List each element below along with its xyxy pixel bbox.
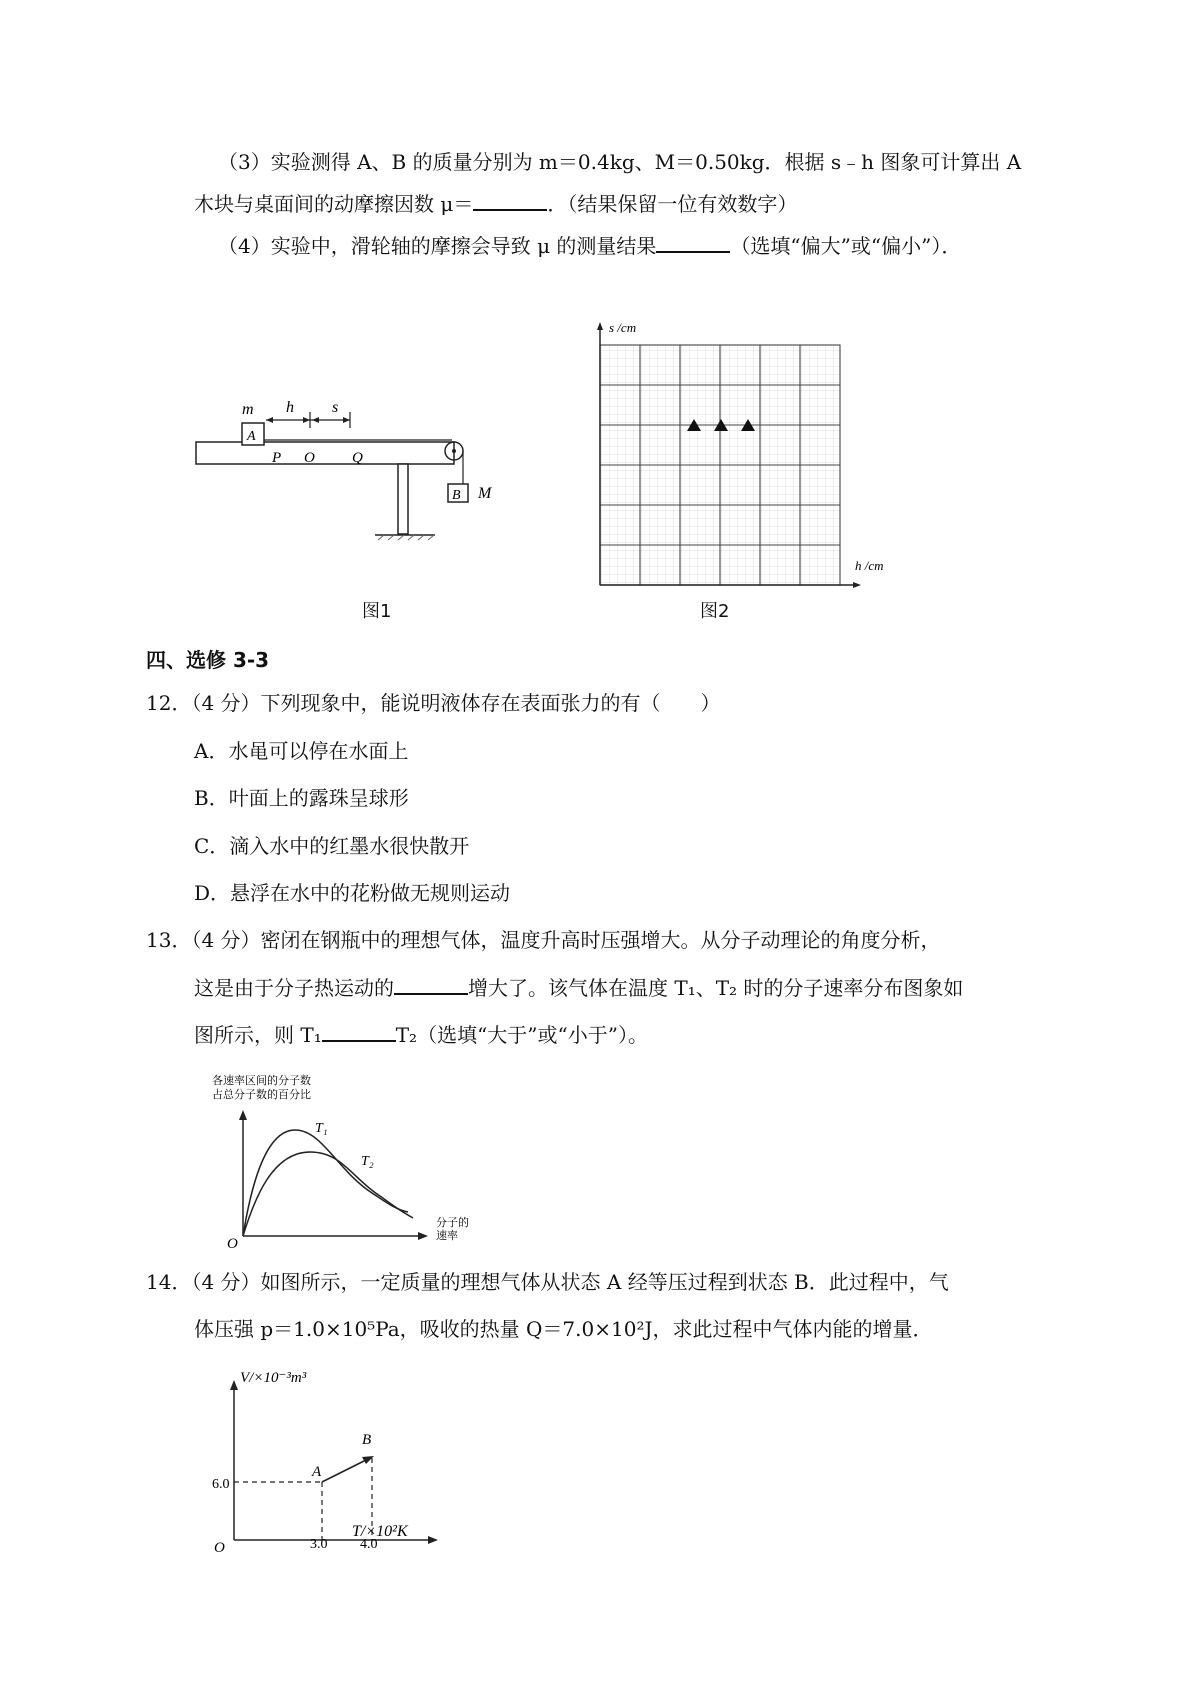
- q11-part4-line: [218, 232, 961, 260]
- q14-x-tick-1: 3.0: [310, 1537, 328, 1552]
- q12-option-d: D．悬浮在水中的花粉做无规则运动: [194, 881, 511, 905]
- answer-blank: [322, 1022, 396, 1042]
- q13-line1: 13．（4 分）密闭在钢瓶中的理想气体，温度升高时压强增大。从分子动理论的角度分析，: [146, 928, 941, 952]
- q11-part4-note: （选填“偏大”或“偏小”）．: [730, 234, 962, 258]
- q13-line3-rest: T₂（选填“大于”或“小于”）。: [395, 1023, 648, 1047]
- q11-part3-text: 木块与桌面间的动摩擦因数 μ＝: [194, 192, 474, 216]
- label-h: h: [286, 399, 294, 416]
- y-axis-label: s /cm: [609, 320, 637, 335]
- label-s: s: [332, 399, 339, 416]
- label-b: B: [452, 488, 461, 503]
- q14-line1: 14．（4 分）如图所示，一定质量的理想气体从状态 A 经等压过程到状态 B．此过程中，气: [146, 1270, 949, 1294]
- q13-line2-rest: 增大了。该气体在温度 T₁、T₂ 时的分子速率分布图象如: [468, 976, 964, 1000]
- q14-y-tick: 6.0: [212, 1477, 230, 1492]
- q14-origin: O: [214, 1540, 225, 1556]
- label-m: m: [242, 401, 254, 418]
- q13-line2: [194, 974, 963, 1002]
- q11-part4-text: （4）实验中，滑轮轴的摩擦会导致 μ 的测量结果: [218, 234, 657, 258]
- q14-vt-graph: [212, 1358, 472, 1556]
- q13-line2-text: 这是由于分子热运动的: [194, 976, 394, 1000]
- answer-blank: [656, 233, 730, 253]
- label-a: A: [247, 429, 256, 444]
- q11-part3-line1: （3）实验测得 A、B 的质量分别为 m＝0.4kg、M＝0.50kg．根据 s﹣h 图象可计算出 A: [218, 150, 1022, 174]
- figure1-apparatus: [190, 390, 530, 550]
- q13-line3-text: 图所示，则 T₁: [194, 1023, 322, 1047]
- q13-x-label-1: 分子的: [436, 1217, 469, 1229]
- q12-stem: 12．（4 分）下列现象中，能说明液体存在表面张力的有（ ）: [146, 691, 721, 715]
- figure2-caption: 图2: [700, 601, 730, 622]
- q11-part3-line2: [194, 190, 797, 218]
- q14-line2: 体压强 p＝1.0×10⁵Pa，吸收的热量 Q＝7.0×10²J，求此过程中气体内能的增量．: [194, 1317, 933, 1341]
- answer-blank: [394, 975, 468, 995]
- figure2-grid: [585, 318, 884, 590]
- q12-option-c: C．滴入水中的红墨水很快散开: [194, 834, 470, 858]
- q14-y-axis-label: V/×10⁻³m³: [240, 1370, 307, 1386]
- label-q: Q: [352, 450, 363, 466]
- q12-option-b: B．叶面上的露珠呈球形: [194, 786, 409, 810]
- answer-blank: [473, 191, 547, 211]
- q13-y-label-1: 各速率区间的分子数: [212, 1075, 311, 1087]
- q13-origin: O: [227, 1236, 238, 1252]
- point-a-label: A: [312, 1464, 322, 1480]
- label-p: P: [272, 450, 282, 466]
- q13-y-label-2: 占总分子数的百分比: [212, 1089, 311, 1101]
- q13-x-label-2: 速率: [436, 1230, 458, 1242]
- point-b-label: B: [362, 1432, 372, 1448]
- q13-line3: [194, 1021, 648, 1049]
- label-o: O: [304, 450, 315, 466]
- curve-t1-label: T₁: [315, 1121, 328, 1136]
- q14-x-axis-label: T/×10²K: [352, 1523, 408, 1540]
- q14-x-tick-2: 4.0: [360, 1537, 378, 1552]
- curve-t2-label: T₂: [361, 1154, 374, 1169]
- q12-option-a: A．水黾可以停在水面上: [194, 739, 409, 763]
- figure1-caption: 图1: [362, 601, 392, 622]
- q13-speed-distribution-graph: [212, 1070, 492, 1250]
- label-mass-m: M: [478, 485, 492, 502]
- x-axis-label: h /cm: [855, 558, 884, 573]
- q11-part3-note: ．（结果保留一位有效数字）: [547, 192, 798, 216]
- section-heading: 四、选修 3-3: [146, 648, 270, 672]
